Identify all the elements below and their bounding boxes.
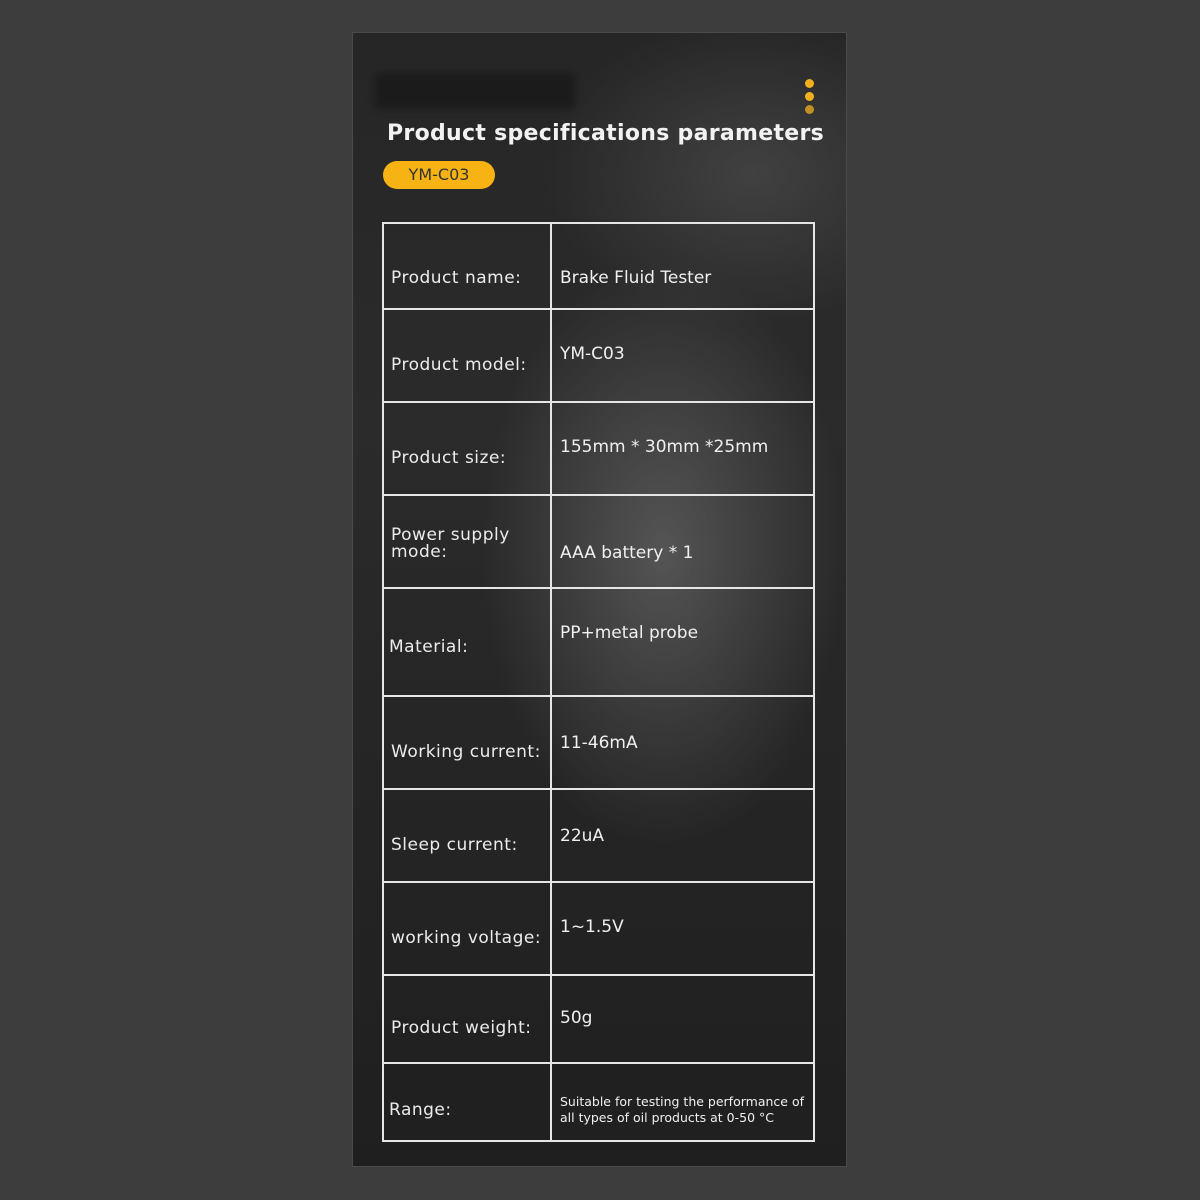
spec-label: Power supply mode:	[384, 496, 552, 587]
blurred-header-area	[375, 73, 575, 109]
spec-row-power-supply-mode	[384, 496, 813, 589]
spec-label: Product name:	[384, 224, 552, 308]
spec-value: 22uA	[560, 826, 605, 846]
spec-label: Range:	[384, 1064, 552, 1140]
spec-value: 1~1.5V	[560, 917, 624, 937]
spec-value: Brake Fluid Tester	[560, 268, 712, 288]
spec-label: Sleep current:	[384, 790, 552, 881]
model-badge: YM-C03	[383, 161, 495, 189]
spec-label: Product weight:	[384, 976, 552, 1062]
dot-icon	[805, 92, 814, 101]
spec-value: 50g	[560, 1008, 593, 1028]
dot-icon	[805, 79, 814, 88]
spec-row-product-weight	[384, 976, 813, 1064]
spec-value: AAA battery * 1	[560, 543, 694, 563]
spec-row-material	[384, 589, 813, 697]
spec-row-product-model	[384, 310, 813, 403]
spec-label: Material:	[384, 589, 552, 695]
spec-row-sleep-current	[384, 790, 813, 883]
spec-label: working voltage:	[384, 883, 552, 974]
dot-icon	[805, 105, 814, 114]
spec-label: Working current:	[384, 697, 552, 788]
spec-value: YM-C03	[560, 344, 625, 364]
spec-panel	[353, 33, 846, 1166]
spec-row-working-current	[384, 697, 813, 790]
spec-label: Product model:	[384, 310, 552, 401]
menu-dots-icon	[805, 79, 815, 118]
spec-value: PP+metal probe	[560, 623, 699, 643]
spec-row-working-voltage	[384, 883, 813, 976]
spec-table	[382, 222, 815, 1142]
spec-row-range	[384, 1064, 813, 1140]
page-title: Product specifications parameters	[387, 121, 825, 146]
spec-label: Product size:	[384, 403, 552, 494]
spec-value: Suitable for testing the performance of all types of oil products at 0-50 °C	[560, 1094, 804, 1125]
spec-value: 155mm * 30mm *25mm	[560, 437, 769, 457]
spec-row-product-size	[384, 403, 813, 496]
spec-value: 11-46mA	[560, 733, 638, 753]
spec-row-product-name	[384, 224, 813, 310]
